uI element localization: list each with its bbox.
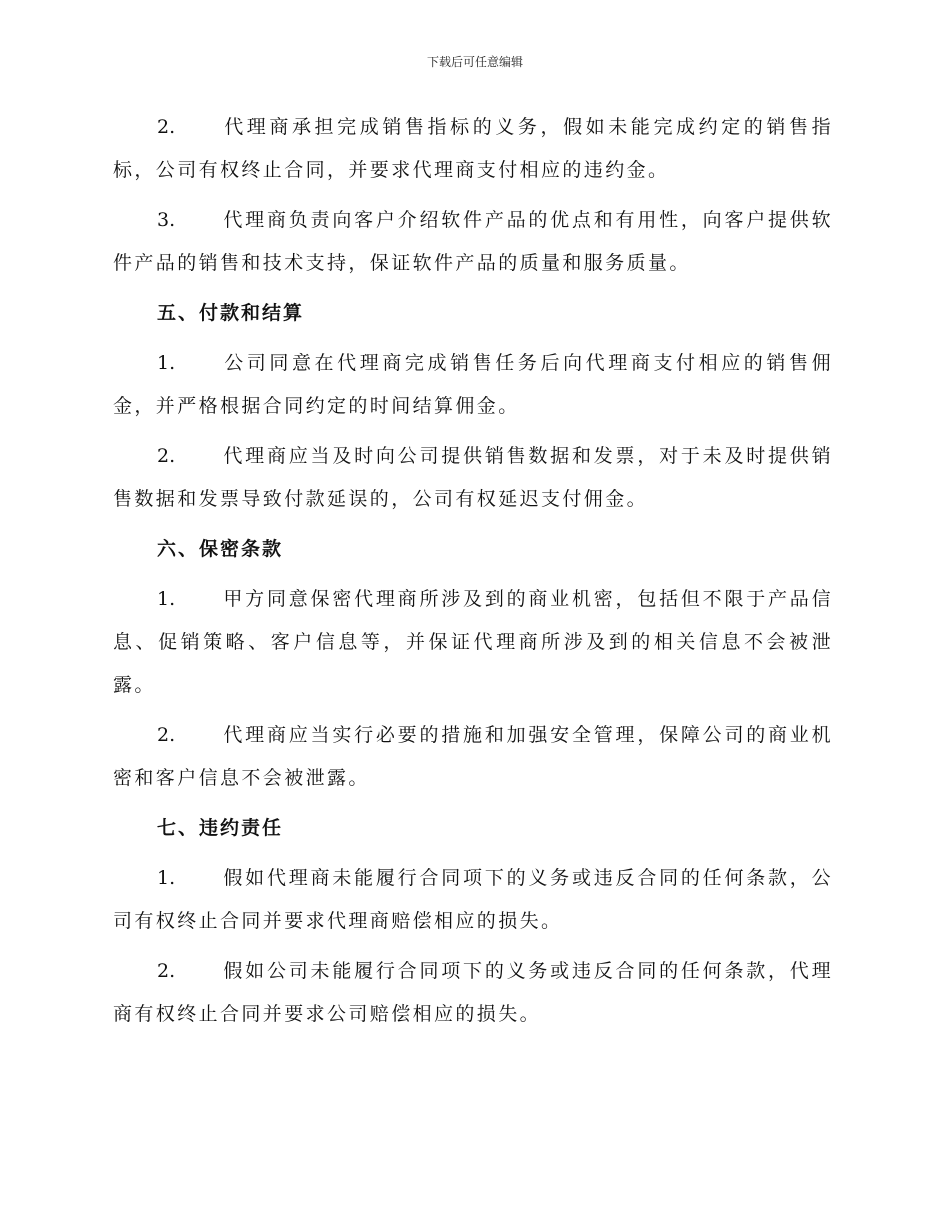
clause-number: 1. <box>157 588 176 610</box>
clause-number: 3. <box>157 209 176 231</box>
clause-item <box>113 950 833 1036</box>
clause-item <box>113 342 833 428</box>
page-header: 下载后可任意编辑 <box>426 55 523 69</box>
section-heading: 五、付款和结算 <box>157 302 305 324</box>
clause-text: 代理商承担完成销售指标的义务，假如未能完成约定的销售指标，公司有权终止合同，并要求代理商支付相应的违约金。 <box>113 116 833 181</box>
clause-text: 代理商负责向客户介绍软件产品的优点和有用性，向客户提供软件产品的销售和技术支持，保证软件产品的质量和服务质量。 <box>113 209 833 274</box>
clause-item <box>113 857 833 943</box>
clause-text: 代理商应当实行必要的措施和加强安全管理，保障公司的商业机密和客户信息不会被泄露。 <box>113 724 833 789</box>
document-body <box>113 106 833 1043</box>
clause-number: 2. <box>157 724 176 746</box>
clause-number: 2. <box>157 116 176 138</box>
clause-item <box>113 199 833 285</box>
clause-text: 代理商应当及时向公司提供销售数据和发票，对于未及时提供销售数据和发票导致付款延误的，公司有权延迟支付佣金。 <box>113 445 833 510</box>
section-heading: 六、保密条款 <box>157 538 284 560</box>
clause-text: 甲方同意保密代理商所涉及到的商业机密，包括但不限于产品信息、促销策略、客户信息等，并保证代理商所涉及到的相关信息不会被泄露。 <box>113 588 833 696</box>
clause-number: 1. <box>157 867 176 889</box>
clause-number: 2. <box>157 960 176 982</box>
section-heading: 七、违约责任 <box>157 817 284 839</box>
clause-text: 假如公司未能履行合同项下的义务或违反合同的任何条款，代理商有权终止合同并要求公司赔偿相应的损失。 <box>113 960 833 1025</box>
clause-item <box>113 578 833 707</box>
clause-text: 公司同意在代理商完成销售任务后向代理商支付相应的销售佣金，并严格根据合同约定的时间结算佣金。 <box>113 352 833 417</box>
clause-item <box>113 106 833 192</box>
clause-number: 1. <box>157 352 176 374</box>
clause-item <box>113 435 833 521</box>
clause-number: 2. <box>157 445 176 467</box>
clause-item <box>113 714 833 800</box>
clause-text: 假如代理商未能履行合同项下的义务或违反合同的任何条款，公司有权终止合同并要求代理商赔偿相应的损失。 <box>113 867 833 932</box>
